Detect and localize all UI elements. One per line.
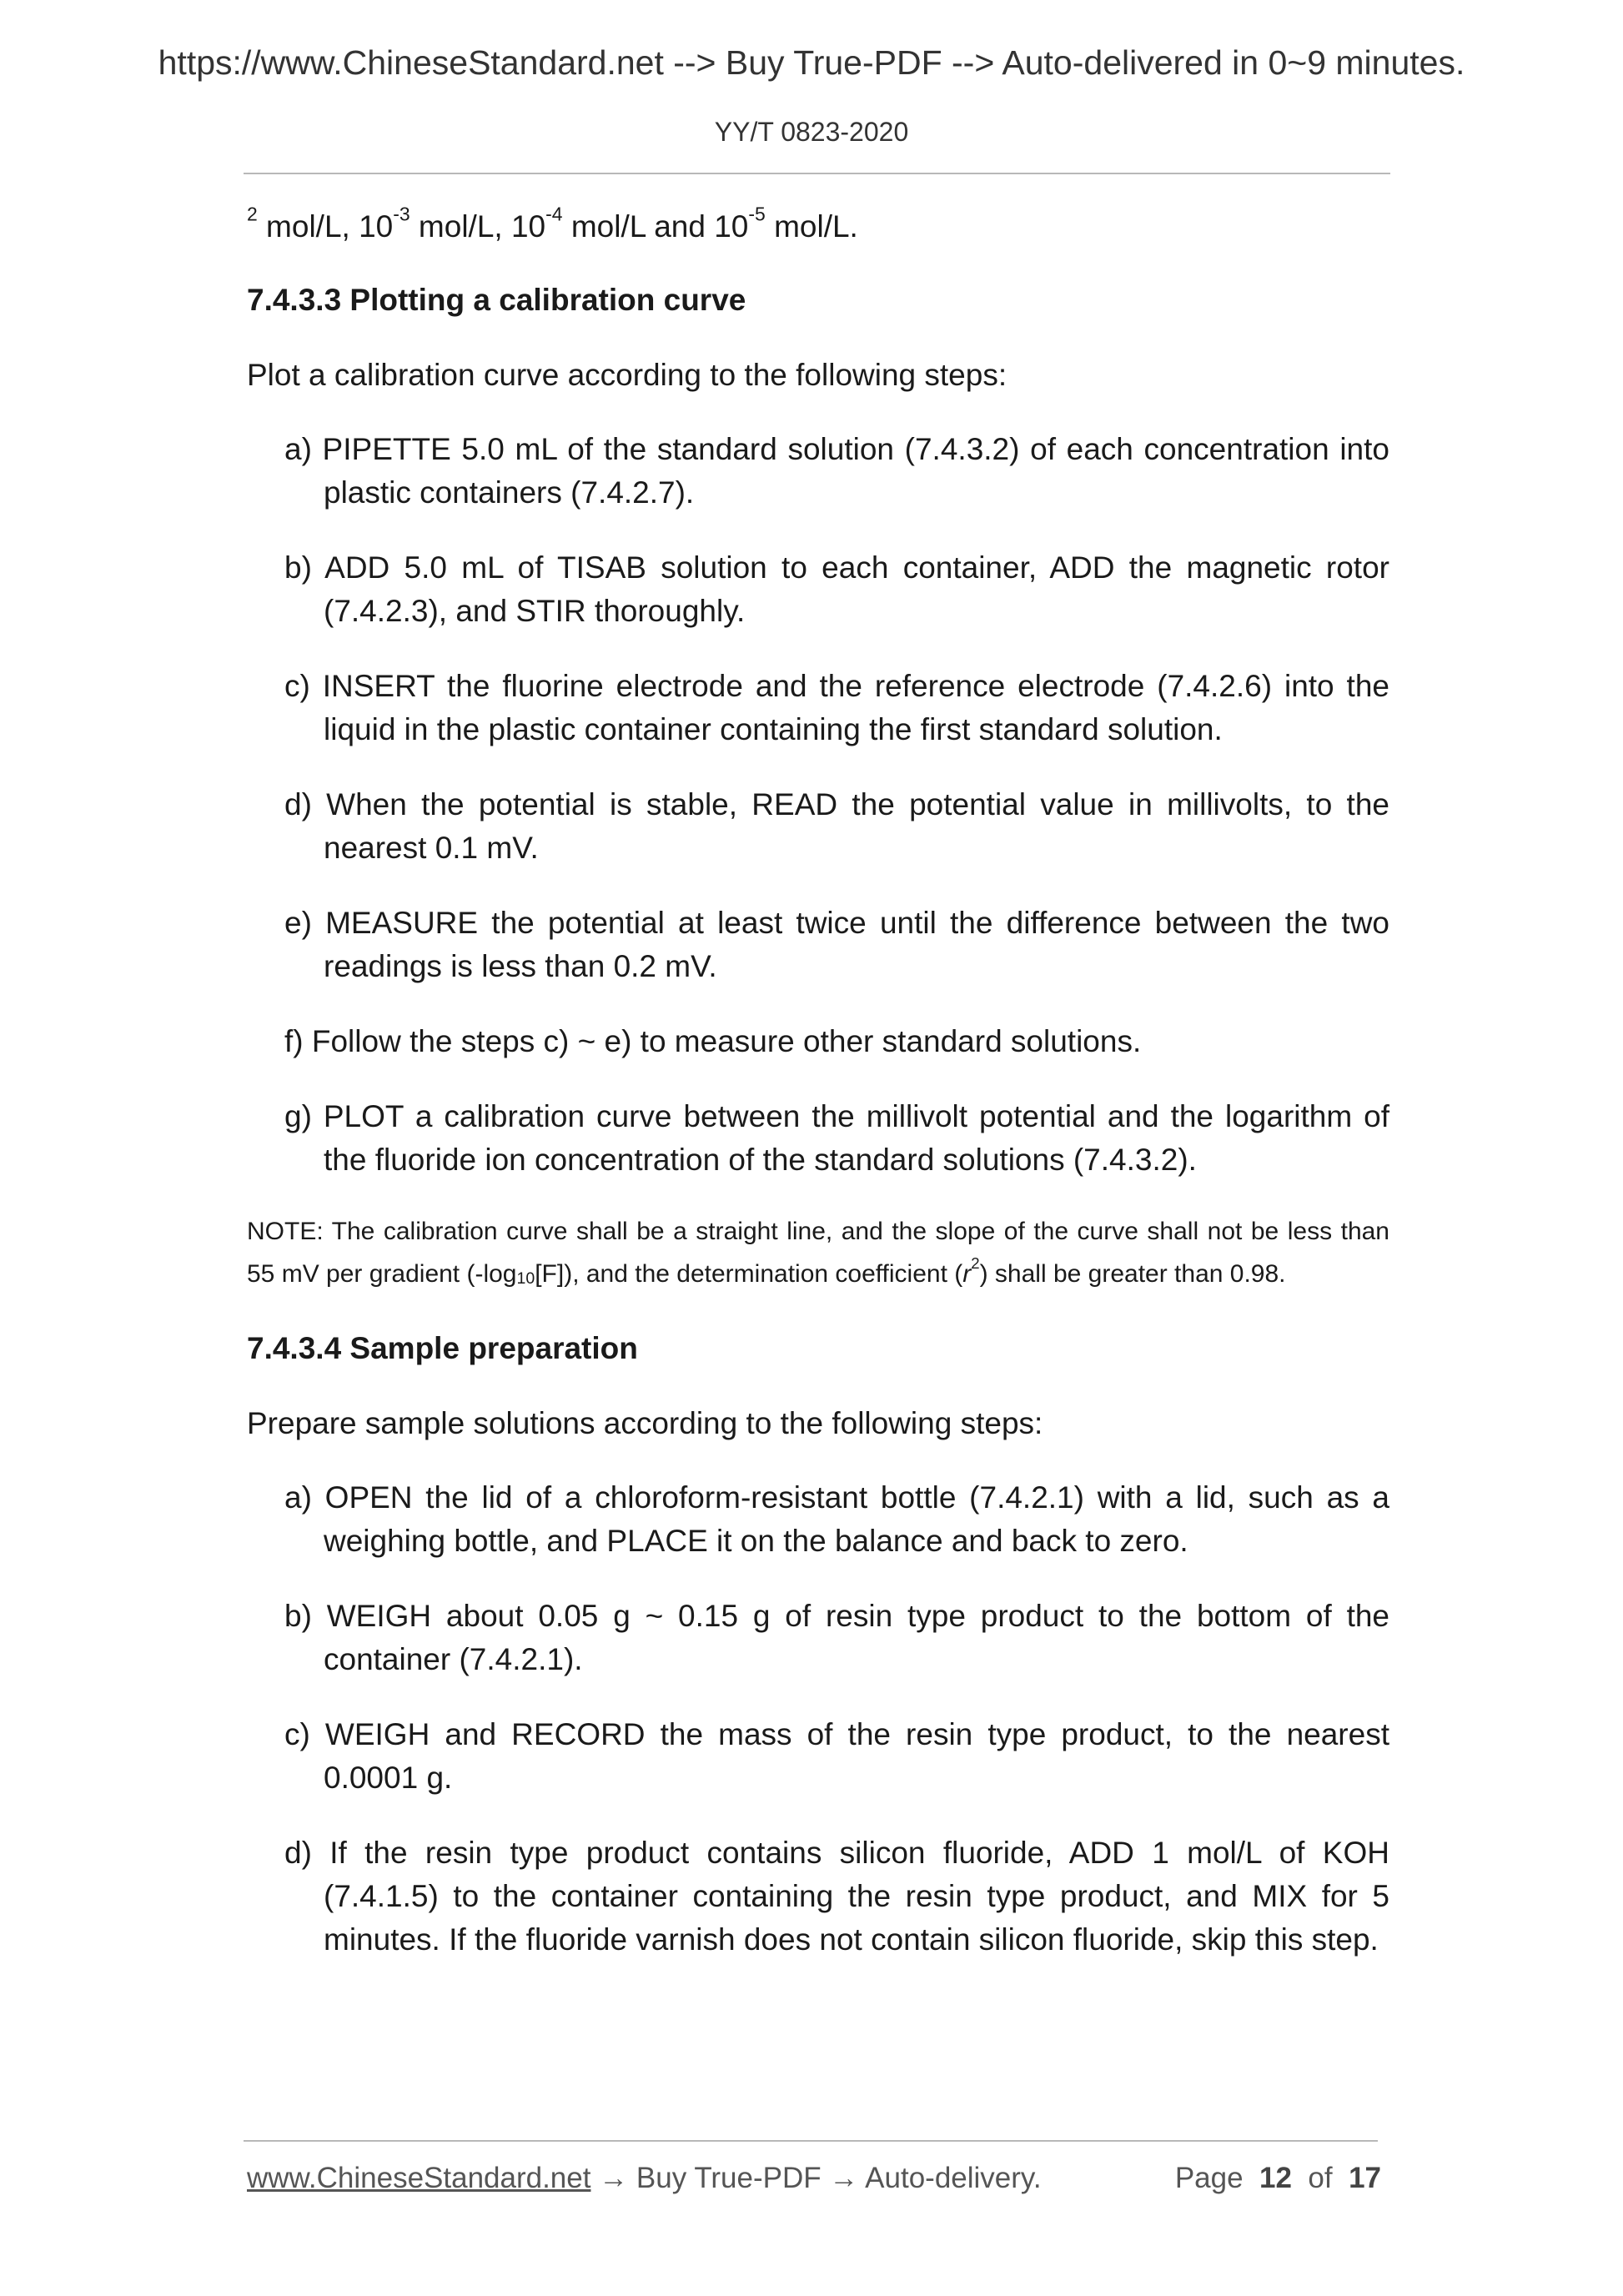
section-heading: 7.4.3.4 Sample preparation — [247, 1331, 638, 1365]
continued-line: $^2$ mol/L, $10^{-3}$ mol/L, $10^{-4}$ mol/L and $10^{-5}$ mol/L. — [247, 203, 858, 244]
footer-divider — [244, 2140, 1378, 2142]
list-item: c) WEIGH and RECORD the mass of the resin type product, to the nearest 0.0001 g. — [284, 1717, 1389, 1795]
document-code: YY/T 0823-2020 — [714, 117, 909, 147]
superscript: -5 — [748, 203, 766, 225]
list-item: a) OPEN the lid of a chloroform-resistant bottle (7.4.2.1) with a lid, such as a weighing bottle, and PLACE it on the balance and back to zero. — [284, 1480, 1389, 1558]
superscript: -3 — [393, 203, 410, 225]
list-item: c) INSERT the fluorine electrode and the reference electrode (7.4.2.6) into the liquid in the plastic container containing the first standard solution. — [284, 669, 1389, 746]
superscript: 2 — [247, 203, 258, 225]
italic-variable: r — [962, 1260, 972, 1288]
list-item: f) Follow the steps c) ~ e) to measure other standard solutions. — [284, 1024, 1142, 1058]
page-footer — [247, 2162, 1381, 2195]
page-indicator: Page 12 of 17 — [1174, 2162, 1381, 2194]
calibration-steps-list — [247, 428, 1389, 1182]
subscript: 10 — [516, 1269, 535, 1288]
list-item: e) MEASURE the potential at least twice until the difference between the two readings is less than 0.2 mV. — [284, 906, 1389, 983]
superscript: 2 — [971, 1254, 980, 1273]
sample-steps-list — [247, 1476, 1389, 1962]
list-item: a) PIPETTE 5.0 mL of the standard solution (7.4.3.2) of each concentration into plastic containers (7.4.2.7). — [284, 432, 1389, 510]
section-intro: Prepare sample solutions according to the following steps: — [247, 1406, 1043, 1440]
section-intro: Plot a calibration curve according to the following steps: — [247, 358, 1007, 392]
page-body — [247, 205, 1389, 1993]
total-pages: 17 — [1349, 2162, 1381, 2194]
list-item: d) If the resin type product contains silicon fluoride, ADD 1 mol/L of KOH (7.4.1.5) to the container containing the resin type product, and MIX for 5 minutes. If the fluoride varnish does not contain silicon fluoride, skip this step. — [284, 1836, 1389, 1957]
source-banner: https://www.ChineseStandard.net --> Buy True-PDF --> Auto-delivered in 0~9 minutes. — [158, 43, 1465, 82]
delivery-text: → Buy True-PDF → Auto-delivery. — [590, 2162, 1042, 2194]
note-paragraph: NOTE: The calibration curve shall be a straight line, and the slope of the curve shall not be less than 55 mV per gradient $(-\log_{10}[F])$, and the determination coefficient $(r^2)$ shall be greater than 0.98. — [247, 1218, 1389, 1288]
page-number: 12 — [1259, 2162, 1292, 2194]
site-link[interactable]: www.ChineseStandard.net — [247, 2162, 591, 2194]
list-item: b) WEIGH about 0.05 g ~ 0.15 g of resin type product to the bottom of the container (7.4.2.1). — [284, 1599, 1389, 1676]
list-item: b) ADD 5.0 mL of TISAB solution to each container, ADD the magnetic rotor (7.4.2.3), and STIR thoroughly. — [284, 550, 1389, 628]
superscript: -4 — [545, 203, 563, 225]
list-item: g) PLOT a calibration curve between the millivolt potential and the logarithm of the fluoride ion concentration of the standard solutions (7.4.3.2). — [284, 1099, 1389, 1177]
header-divider — [244, 173, 1390, 174]
list-item: d) When the potential is stable, READ the potential value in millivolts, to the nearest 0.1 mV. — [284, 787, 1389, 865]
section-heading: 7.4.3.3 Plotting a calibration curve — [247, 283, 746, 317]
